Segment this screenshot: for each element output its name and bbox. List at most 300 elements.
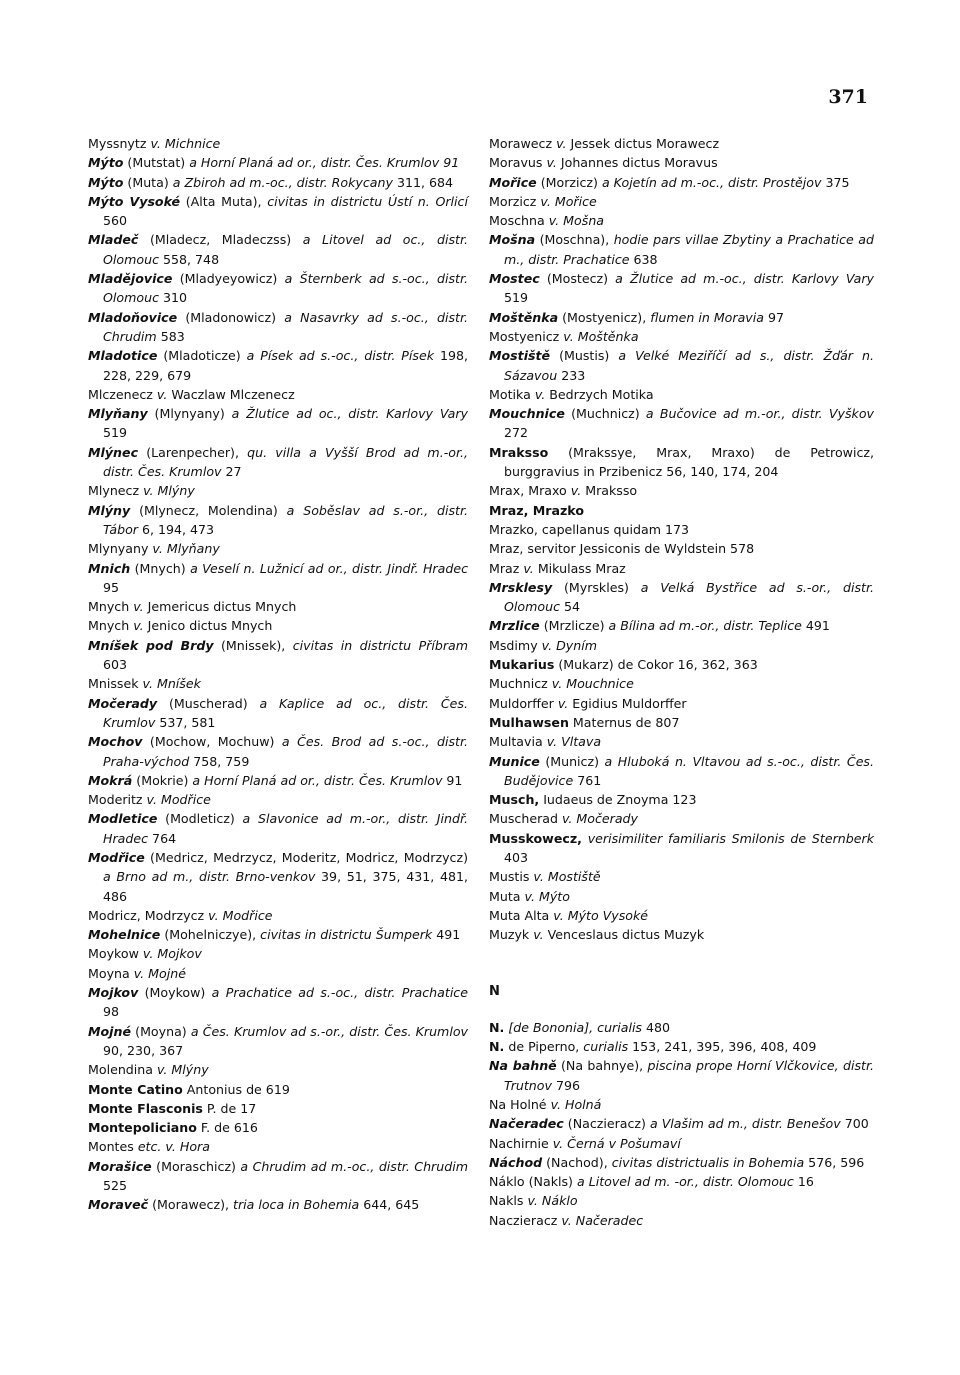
index-entry bbox=[88, 539, 468, 558]
entry-text: Modricz, Modrzycz bbox=[88, 907, 209, 923]
entry-text: civitas in districtu Ústí n. Orlicí bbox=[267, 193, 468, 209]
entry-headword: Montepoliciano bbox=[88, 1120, 197, 1136]
entry-text: v. Modřice bbox=[146, 792, 211, 808]
entry-text: (Mrzlicze) bbox=[539, 618, 609, 634]
entry-text: (Mladoticze) bbox=[157, 348, 247, 364]
index-entry bbox=[88, 694, 468, 733]
entry-headword: Mrzlice bbox=[489, 618, 540, 634]
index-entry bbox=[88, 732, 468, 771]
entry-text: 576, 596 bbox=[804, 1154, 865, 1170]
entry-text: flumen in Moravia bbox=[650, 309, 764, 325]
entry-text: v. Mouchnice bbox=[551, 676, 634, 692]
entry-headword: Na bahně bbox=[489, 1058, 557, 1074]
index-entry bbox=[489, 752, 874, 791]
entry-text: Muta bbox=[489, 888, 525, 904]
entry-text: Náklo (Nakls) bbox=[489, 1174, 577, 1190]
entry-headword: Moštěnka bbox=[489, 309, 559, 325]
entry-text: a Kojetín ad m.-oc., distr. Prostějov bbox=[601, 174, 822, 190]
entry-text: 91 bbox=[442, 772, 463, 788]
entry-text: a Zbiroh ad m.-oc., distr. Rokycany bbox=[172, 174, 393, 190]
entry-text: Mlynyany bbox=[88, 541, 153, 557]
entry-text: piscina prope Horní Vlčkovice, distr. Trutnov bbox=[504, 1058, 874, 1093]
entry-headword: Mukarius bbox=[489, 657, 555, 673]
index-entry bbox=[88, 1099, 468, 1118]
index-entry bbox=[88, 925, 468, 944]
index-entry bbox=[88, 809, 468, 848]
entry-text: Muta Alta bbox=[489, 907, 554, 923]
index-entry bbox=[88, 597, 468, 616]
entry-headword: Moraveč bbox=[88, 1197, 149, 1213]
entry-text: 519 bbox=[103, 425, 128, 441]
entry-text: P. de 17 bbox=[202, 1100, 257, 1116]
index-entry bbox=[489, 269, 874, 308]
entry-text: 537, 581 bbox=[155, 714, 216, 730]
index-entry bbox=[88, 1118, 468, 1137]
entry-text: Mraz, servitor Jessiconis de Wyldstein 578 bbox=[489, 541, 755, 557]
index-entry bbox=[489, 1018, 874, 1037]
entry-text: 198, 228, 229, 679 bbox=[103, 348, 468, 383]
index-entry bbox=[489, 385, 874, 404]
index-entry bbox=[88, 153, 468, 172]
entry-text: 525 bbox=[103, 1178, 128, 1194]
index-entry bbox=[489, 1191, 874, 1210]
entry-headword: Monte Flasconis bbox=[88, 1100, 203, 1116]
index-entry bbox=[88, 983, 468, 1022]
entry-text: Moravus bbox=[489, 155, 547, 171]
right-column-n-entries bbox=[489, 1018, 874, 1230]
entry-text: Muchnicz bbox=[489, 676, 552, 692]
entry-text: etc. v. Hora bbox=[137, 1139, 210, 1155]
entry-text: Venceslaus dictus Muzyk bbox=[543, 927, 705, 943]
entry-text: 233 bbox=[557, 367, 586, 383]
index-entry bbox=[489, 925, 874, 944]
entry-headword: Mlýny bbox=[88, 502, 131, 518]
index-entry bbox=[489, 616, 874, 635]
entry-text: tria loca in Bohemia bbox=[233, 1197, 360, 1213]
entry-text: Muldorffer bbox=[489, 695, 558, 711]
index-entry bbox=[489, 790, 874, 809]
entry-text: 758, 759 bbox=[189, 753, 250, 769]
entry-text: a Hluboká n. Vltavou ad s.-oc., distr. Čes. Budějovice bbox=[504, 753, 875, 788]
entry-text: F. de 616 bbox=[196, 1120, 258, 1136]
entry-text: v. Mostiště bbox=[533, 869, 601, 885]
entry-text: Molendina bbox=[88, 1062, 157, 1078]
index-entry bbox=[489, 1037, 874, 1056]
entry-text: v. Mojné bbox=[133, 965, 186, 981]
entry-text: 638 bbox=[629, 251, 658, 267]
entry-headword: Mrsklesy bbox=[489, 579, 553, 595]
entry-text: (Muta) bbox=[123, 174, 173, 190]
entry-text: v. bbox=[533, 927, 544, 943]
entry-text: v. Mořice bbox=[540, 193, 597, 209]
index-entry bbox=[88, 230, 468, 269]
index-entry bbox=[88, 616, 468, 635]
index-entry bbox=[88, 1137, 468, 1156]
entry-text: Waczlaw Mlczenecz bbox=[167, 386, 295, 402]
entry-text: a Čes. Krumlov ad s.-or., distr. Čes. Krumlov bbox=[190, 1023, 468, 1039]
entry-text: Mrazko, capellanus quidam 173 bbox=[489, 521, 690, 537]
index-entry bbox=[489, 829, 874, 868]
entry-text: v. Modřice bbox=[208, 907, 273, 923]
entry-text: Mustis bbox=[489, 869, 534, 885]
entry-text: a Veselí n. Lužnicí ad or., distr. Jindř. Hradec bbox=[190, 560, 468, 576]
index-entry bbox=[489, 501, 874, 520]
index-entry bbox=[489, 1056, 874, 1095]
entry-text: Mnissek bbox=[88, 676, 143, 692]
entry-text: v. Mýto bbox=[524, 888, 570, 904]
entry-headword: Mochov bbox=[88, 734, 143, 750]
index-entry bbox=[88, 1157, 468, 1196]
entry-headword: Mnich bbox=[88, 560, 131, 576]
entry-text: v. bbox=[546, 155, 557, 171]
entry-text: Myssnytz bbox=[88, 136, 151, 151]
entry-text: (Mlynyany) bbox=[147, 406, 232, 422]
index-entry bbox=[489, 230, 874, 269]
index-entry bbox=[489, 404, 874, 443]
index-entry bbox=[489, 1172, 874, 1191]
entry-text: v. Načeradec bbox=[561, 1212, 644, 1228]
entry-text: (Morzicz) bbox=[536, 174, 602, 190]
index-entry bbox=[88, 308, 468, 347]
index-entry bbox=[88, 134, 468, 153]
entry-headword: Munice bbox=[489, 753, 540, 769]
entry-text: (Nachod), bbox=[542, 1154, 612, 1170]
entry-text: (Morawecz), bbox=[148, 1197, 233, 1213]
entry-text: 54 bbox=[560, 599, 581, 615]
entry-text: 764 bbox=[148, 830, 177, 846]
entry-headword: Mraz, Mrazko bbox=[489, 502, 585, 518]
entry-text: v. Močerady bbox=[561, 811, 638, 827]
entry-text: (Naczieracz) bbox=[563, 1116, 650, 1132]
entry-text: 796 bbox=[551, 1077, 580, 1093]
entry-text: v. bbox=[156, 386, 168, 402]
entry-text: (Mustis) bbox=[550, 348, 619, 364]
entry-text: 311, 684 bbox=[392, 174, 454, 190]
entry-text: 98 bbox=[103, 1004, 120, 1020]
entry-text: Moykow bbox=[88, 946, 143, 962]
entry-headword: Mojné bbox=[88, 1023, 132, 1039]
entry-text: Montes bbox=[88, 1139, 138, 1155]
entry-text: (Mlynecz, Molendina) bbox=[130, 502, 287, 518]
entry-text: (Mukarz) de Cokor 16, 362, 363 bbox=[554, 657, 758, 673]
index-entry bbox=[489, 713, 874, 732]
entry-text: v. Černá v Pošumaví bbox=[552, 1135, 681, 1151]
entry-text: Antonius de 619 bbox=[182, 1081, 290, 1097]
entry-text: (Mochow, Mochuw) bbox=[142, 734, 282, 750]
index-entry bbox=[489, 1095, 874, 1114]
entry-headword: Monte Catino bbox=[88, 1081, 183, 1097]
entry-text: a Chrudim ad m.-oc., distr. Chrudim bbox=[240, 1158, 468, 1174]
entry-text: v. Michnice bbox=[150, 136, 221, 151]
entry-text: a Bílina ad m.-or., distr. Teplice bbox=[608, 618, 802, 634]
entry-text: 560 bbox=[103, 213, 128, 229]
entry-text: a Žlutice ad oc., distr. Karlovy Vary bbox=[231, 406, 468, 422]
right-column bbox=[489, 134, 874, 1230]
index-entry bbox=[88, 771, 468, 790]
entry-text: 153, 241, 395, 396, 408, 409 bbox=[628, 1039, 817, 1055]
index-entry bbox=[489, 1134, 874, 1153]
entry-text: (Municz) bbox=[539, 753, 605, 769]
entry-headword: Mohelnice bbox=[88, 927, 161, 943]
entry-headword: Mouchnice bbox=[489, 406, 565, 422]
index-entry bbox=[489, 655, 874, 674]
entry-text: 97 bbox=[763, 309, 784, 325]
entry-text: v. bbox=[557, 695, 569, 711]
right-column-m-entries bbox=[489, 134, 874, 944]
index-entry bbox=[88, 192, 468, 231]
entry-headword: Morašice bbox=[88, 1158, 152, 1174]
entry-text: 95 bbox=[103, 579, 120, 595]
index-entry bbox=[88, 404, 468, 443]
index-entry bbox=[489, 674, 874, 693]
entry-text: 272 bbox=[504, 425, 529, 441]
entry-text: Jemericus dictus Mnych bbox=[143, 599, 297, 615]
entry-text: Naczieracz bbox=[489, 1212, 562, 1228]
index-entry bbox=[88, 636, 468, 675]
index-entry bbox=[489, 578, 874, 617]
index-entry bbox=[489, 481, 874, 500]
entry-text: a Litovel ad oc., distr. Olomouc bbox=[103, 232, 468, 267]
index-entry bbox=[489, 694, 874, 713]
index-entry bbox=[88, 501, 468, 540]
index-entry bbox=[489, 153, 874, 172]
index-entry bbox=[88, 269, 468, 308]
index-entry bbox=[88, 1195, 468, 1214]
entry-text: (Moyna) bbox=[131, 1023, 191, 1039]
entry-headword: Mladotice bbox=[88, 348, 158, 364]
entry-headword: N. bbox=[489, 1019, 505, 1035]
entry-text: 403 bbox=[504, 849, 529, 865]
entry-headword: Mořice bbox=[489, 174, 537, 190]
index-entry bbox=[489, 308, 874, 327]
index-entry bbox=[88, 481, 468, 500]
entry-headword: Močerady bbox=[88, 695, 158, 711]
index-entry bbox=[88, 964, 468, 983]
entry-text: a Slavonice ad m.-or., distr. Jindř. Hradec bbox=[103, 811, 468, 846]
entry-text: Jenico dictus Mnych bbox=[143, 618, 273, 634]
entry-text: curialis bbox=[583, 1039, 629, 1055]
entry-text: 603 bbox=[103, 657, 128, 673]
entry-text: Iudaeus de Znoyma 123 bbox=[539, 792, 697, 808]
entry-text: v. Mlýny bbox=[157, 1062, 209, 1078]
page-number: 371 bbox=[828, 86, 868, 108]
entry-text: a Kaplice ad oc., distr. Čes. Krumlov bbox=[103, 695, 468, 730]
entry-text: (Moraschicz) bbox=[151, 1158, 241, 1174]
entry-text: (Mokrie) bbox=[132, 772, 193, 788]
entry-text: (Mostyenicz), bbox=[558, 309, 651, 325]
entry-headword: Náchod bbox=[489, 1154, 543, 1170]
entry-headword: Mýto Vysoké bbox=[88, 193, 181, 209]
entry-text: Muzyk bbox=[489, 927, 534, 943]
entry-text: v. Mojkov bbox=[142, 946, 202, 962]
entry-text: (Muchnicz) bbox=[564, 406, 646, 422]
entry-text: (Mostecz) bbox=[539, 271, 616, 287]
entry-text: (Larenpecher), bbox=[138, 444, 248, 460]
entry-text: 491 bbox=[801, 618, 830, 634]
left-column bbox=[88, 134, 468, 1215]
entry-headword: Mošna bbox=[489, 232, 536, 248]
entry-text: a Vlašim ad m., distr. Benešov bbox=[649, 1116, 841, 1132]
index-entry bbox=[88, 443, 468, 482]
entry-headword: Mýto bbox=[88, 174, 124, 190]
entry-text: (Mutstat) bbox=[123, 155, 190, 171]
index-entry bbox=[489, 211, 874, 230]
entry-text: Na Holné bbox=[489, 1096, 551, 1112]
entry-text: v. Mníšek bbox=[142, 676, 201, 692]
index-entry bbox=[88, 385, 468, 404]
entry-headword: Mokrá bbox=[88, 772, 133, 788]
section-letter-heading: N bbox=[489, 984, 500, 1000]
entry-text: Moderitz bbox=[88, 792, 147, 808]
entry-text: a Litovel ad m. -or., distr. Olomouc bbox=[576, 1174, 794, 1190]
entry-text: 16 bbox=[793, 1174, 814, 1190]
entry-text: a Písek ad s.-oc., distr. Písek bbox=[246, 348, 434, 364]
index-entry bbox=[88, 790, 468, 809]
entry-text: v. Náklo bbox=[527, 1193, 578, 1209]
entry-text: (Moschna), bbox=[535, 232, 614, 248]
entry-headword: Musch, bbox=[489, 792, 540, 808]
index-entry bbox=[88, 173, 468, 192]
entry-headword: Mostiště bbox=[489, 348, 551, 364]
entry-text: (Mladecz, Mladeczss) bbox=[138, 232, 303, 248]
entry-text: (Mladyeyowicz) bbox=[172, 271, 285, 287]
entry-text: Moschna bbox=[489, 213, 549, 229]
index-entry bbox=[88, 906, 468, 925]
entry-headword: Mlýnec bbox=[88, 444, 139, 460]
entry-text: Morawecz bbox=[489, 136, 557, 151]
entry-text: v. Vltava bbox=[546, 734, 602, 750]
entry-text: a Soběslav ad s.-or., distr. Tábor bbox=[103, 502, 468, 537]
entry-headword: Mýto bbox=[88, 155, 124, 171]
entry-text: Mraz bbox=[489, 560, 524, 576]
entry-text: Bedrzych Motika bbox=[545, 386, 654, 402]
entry-text: (Myrskles) bbox=[552, 579, 641, 595]
entry-text: a Horní Planá ad or., distr. Čes. Krumlov 91 bbox=[189, 155, 460, 171]
entry-text: Jessek dictus Morawecz bbox=[566, 136, 720, 151]
entry-text: a Nasavrky ad s.-oc., distr. Chrudim bbox=[103, 309, 468, 344]
entry-text: (Mohelniczye), bbox=[160, 927, 261, 943]
entry-headword: Mulhawsen bbox=[489, 714, 569, 730]
index-entry bbox=[489, 1114, 874, 1133]
index-entry bbox=[489, 867, 874, 886]
entry-text: a Brno ad m., distr. Brno-venkov bbox=[103, 869, 316, 885]
index-entry bbox=[88, 848, 468, 906]
entry-text: a Prachatice ad s.-oc., distr. Prachatice bbox=[211, 985, 468, 1001]
entry-text: 519 bbox=[504, 290, 529, 306]
entry-text: civitas in districtu Příbram bbox=[292, 637, 468, 653]
entry-text: a Bučovice ad m.-or., distr. Vyškov bbox=[645, 406, 874, 422]
entry-text: qu. villa a Vyšší Brod ad m.-or., distr. Čes. Krumlov bbox=[103, 444, 468, 480]
entry-text: Mlczenecz bbox=[88, 386, 157, 402]
entry-text: Egidius Muldorffer bbox=[568, 695, 687, 711]
entry-headword: Modletice bbox=[88, 811, 158, 827]
entry-text: 6, 194, 473 bbox=[137, 521, 215, 537]
index-entry bbox=[489, 559, 874, 578]
entry-headword: Mladeč bbox=[88, 232, 139, 248]
entry-text: a Žlutice ad m.-oc., distr. Karlovy Vary bbox=[615, 271, 874, 287]
entry-text: (Moykow) bbox=[138, 985, 212, 1001]
entry-headword: Mojkov bbox=[88, 985, 139, 1001]
index-entry bbox=[489, 636, 874, 655]
entry-text: Nakls bbox=[489, 1193, 528, 1209]
entry-text: (Medricz, Medrzycz, Moderitz, Modricz, Modrzycz) bbox=[144, 849, 468, 865]
index-entry bbox=[489, 539, 874, 558]
entry-text: 644, 645 bbox=[359, 1197, 420, 1213]
index-entry bbox=[489, 443, 874, 482]
entry-text: hodie pars villae Zbytiny a Prachatice ad m., distr. Prachatice bbox=[504, 232, 874, 267]
entry-headword: Musskowecz, bbox=[489, 830, 582, 846]
entry-text: Mlynecz bbox=[88, 483, 144, 499]
entry-text: Motika bbox=[489, 386, 535, 402]
entry-text: v. Mlyňany bbox=[152, 541, 220, 557]
index-entry bbox=[88, 1080, 468, 1099]
entry-text: Mraksso bbox=[581, 483, 638, 499]
entry-text: civitas in districtu Šumperk bbox=[260, 927, 433, 943]
entry-text: Multavia bbox=[489, 734, 547, 750]
entry-text: v. bbox=[534, 386, 546, 402]
entry-text: v. bbox=[133, 618, 144, 634]
index-entry bbox=[88, 1022, 468, 1061]
entry-text: Moyna bbox=[88, 965, 134, 981]
index-entry bbox=[489, 732, 874, 751]
entry-headword: Modřice bbox=[88, 849, 145, 865]
entry-text: de Piperno, bbox=[504, 1039, 584, 1055]
entry-text: 480 bbox=[642, 1019, 671, 1035]
entry-text: Mostyenicz bbox=[489, 328, 564, 344]
entry-text: Mnych bbox=[88, 618, 134, 634]
entry-text: a Šternberk ad s.-oc., distr. Olomouc bbox=[103, 271, 468, 306]
entry-headword: Mladoňovice bbox=[88, 309, 178, 325]
entry-text: v. Moštěnka bbox=[563, 328, 639, 344]
entry-text: 375 bbox=[821, 174, 850, 190]
entry-text: Nachirnie bbox=[489, 1135, 553, 1151]
entry-text: a Horní Planá ad or., distr. Čes. Krumlov bbox=[192, 772, 443, 788]
index-entry bbox=[489, 134, 874, 153]
entry-text: (Muscherad) bbox=[157, 695, 260, 711]
index-entry bbox=[489, 809, 874, 828]
entry-text: v. bbox=[570, 483, 582, 499]
index-entry bbox=[489, 192, 874, 211]
entry-text: Johannes dictus Moravus bbox=[556, 155, 718, 171]
index-entry bbox=[489, 1153, 874, 1172]
entry-text: Maternus de 807 bbox=[568, 714, 680, 730]
entry-text: 90, 230, 367 bbox=[103, 1042, 184, 1058]
entry-text: v. Mýto Vysoké bbox=[553, 907, 649, 923]
entry-headword: Mostec bbox=[489, 271, 540, 287]
entry-text: v. Dyním bbox=[541, 637, 597, 653]
entry-text: 700 bbox=[840, 1116, 869, 1132]
entry-text: v. bbox=[556, 136, 567, 151]
entry-text: 558, 748 bbox=[159, 251, 220, 267]
entry-text: (Mrakssye, Mrax, Mraxo) de Petrowicz, burggravius in Przibenicz 56, 140, 174, 204 bbox=[504, 444, 874, 480]
entry-text: (Modleticz) bbox=[157, 811, 243, 827]
entry-text: (Alta Muta), bbox=[180, 193, 268, 209]
entry-text: Morzicz bbox=[489, 193, 541, 209]
index-entry bbox=[489, 906, 874, 925]
entry-text: Mikulass Mraz bbox=[533, 560, 626, 576]
entry-text: civitas districtualis in Bohemia bbox=[611, 1154, 805, 1170]
index-entry bbox=[88, 1060, 468, 1079]
entry-headword: Mladějovice bbox=[88, 271, 173, 287]
index-entry bbox=[489, 520, 874, 539]
entry-headword: N. bbox=[489, 1039, 505, 1055]
index-entry bbox=[88, 346, 468, 385]
entry-text: a Čes. Brod ad s.-oc., distr. Praha-východ bbox=[103, 734, 468, 769]
entry-text: (Mnissek), bbox=[213, 637, 293, 653]
entry-headword: Načeradec bbox=[489, 1116, 564, 1132]
entry-text: a Velká Bystřice ad s.-or., distr. Olomouc bbox=[504, 579, 874, 615]
index-entry bbox=[489, 887, 874, 906]
